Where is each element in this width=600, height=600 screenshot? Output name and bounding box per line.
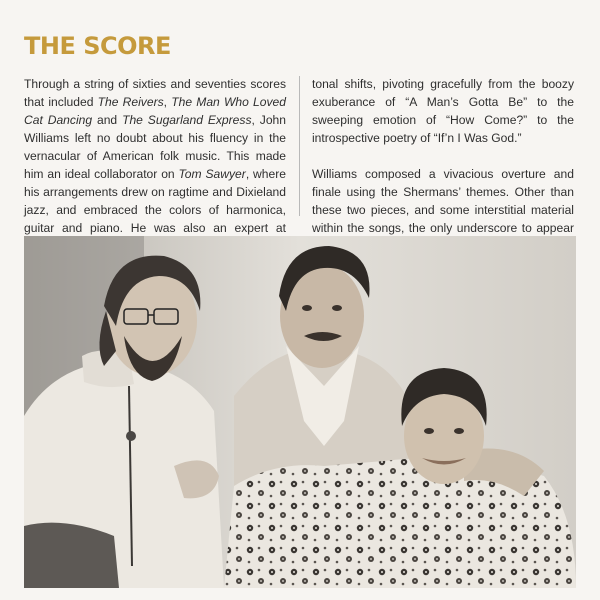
left-paragraph-1: [24, 75, 286, 255]
text-run: , where his arrangements drew on ragtime and Dixieland jazz, and embraced the colors of harmonica, guitar and piano. He was also an expert at: [24, 167, 286, 235]
photo-illustration: [24, 236, 576, 588]
right-column: [312, 75, 574, 255]
film-title-the-reivers: The Reivers: [97, 95, 164, 109]
film-title-cat-dancing: The Man Who Loved Cat Dancing: [24, 95, 286, 127]
right-paragraph-1: tonal shifts, pivoting gracefully from the boozy exuberance of “A Man’s Gotta Be” to the sweeping emotion of “How Come?” to the introspective poetry of “If’n I Was God.”: [312, 77, 574, 145]
page-title: THE SCORE: [24, 32, 171, 60]
film-title-tom-sawyer: Tom Sawyer: [178, 167, 246, 181]
column-divider: [299, 76, 300, 216]
text-run: and: [92, 113, 123, 127]
text-run: , John Williams left no doubt about his fluency in the vernacular of American folk music. This made him an ideal collaborator on: [24, 113, 286, 181]
left-column: [24, 75, 286, 255]
right-paragraph-2: Williams composed a vivacious overture and finale using the Shermans’ themes. Other than these two pieces, and some interstitial material within the songs, the only underscore to appear: [312, 167, 574, 235]
film-title-sugarland-express: The Sugarland Express: [122, 113, 252, 127]
text-run: Through a string of sixties and seventies scores that included: [24, 77, 286, 109]
group-photo: [24, 236, 576, 588]
text-run: ,: [163, 95, 172, 109]
